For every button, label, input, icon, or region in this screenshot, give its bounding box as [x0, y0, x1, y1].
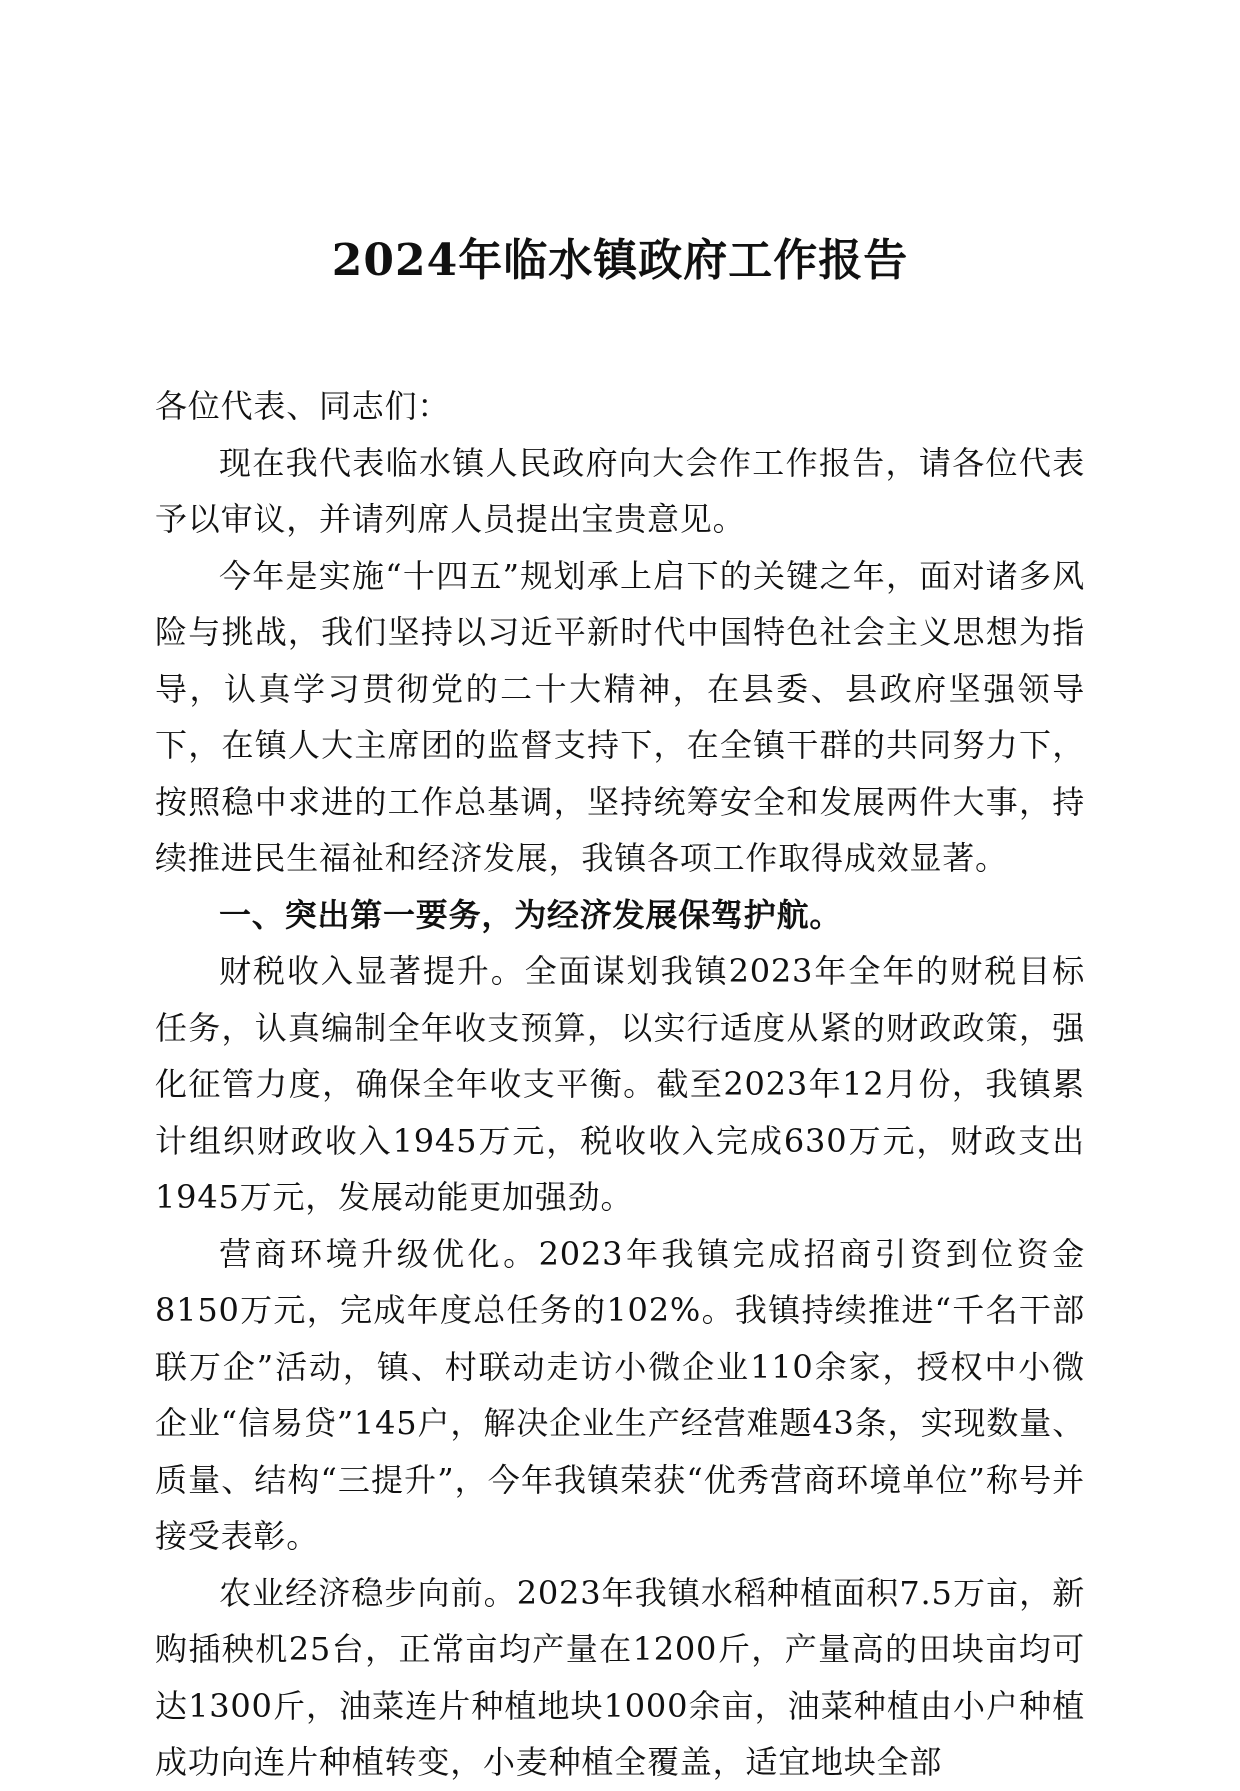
- section-heading: 一、突出第一要务，为经济发展保驾护航。: [219, 895, 843, 934]
- paragraph-fiscal-revenue: 财税收入显著提升。全面谋划我镇2023年全年的财税目标任务，认真编制全年收支预算，以实行适度从紧的财政政策，强化征管力度，确保全年收支平衡。截至2023年12月份，我镇累计组织财政收入1945万元，税收收入完成630万元，财政支出1945万元，发展动能更加强劲。: [155, 952, 1085, 1216]
- paragraph-overview: 今年是实施“十四五”规划承上启下的关键之年，面对诸多风险与挑战，我们坚持以习近平新时代中国特色社会主义思想为指导，认真学习贯彻党的二十大精神，在县委、县政府坚强领导下，在镇人大主席团的监督支持下，在全镇干群的共同努力下，按照稳中求进的工作总基调，坚持统筹安全和发展两件大事，持续推进民生福祉和经济发展，我镇各项工作取得成效显著。: [155, 556, 1085, 877]
- paragraph-business-environment: 营商环境升级优化。2023年我镇完成招商引资到位资金8150万元，完成年度总任务的102%。我镇持续推进“千名干部联万企”活动，镇、村联动走访小微企业110余家，授权中小微企业“信易贷”145户，解决企业生产经营难题43条，实现数量、质量、结构“三提升”，今年我镇荣获“优秀营商环境单位”称号并接受表彰。: [155, 1234, 1085, 1555]
- salutation: 各位代表、同志们：: [155, 387, 451, 425]
- paragraph-intro: 现在我代表临水镇人民政府向大会作工作报告，请各位代表予以审议，并请列席人员提出宝贵意见。: [155, 443, 1085, 538]
- paragraph-agriculture: 农业经济稳步向前。2023年我镇水稻种植面积7.5万亩，新购插秧机25台，正常亩均产量在1200斤，产量高的田块亩均可达1300斤，油菜连片种植地块1000余亩，油菜种植由小户种植成功向连片种植转变，小麦种植全覆盖，适宜地块全部: [155, 1573, 1085, 1781]
- document-body: [155, 378, 1085, 1791]
- document-title: 2024年临水镇政府工作报告: [331, 235, 909, 286]
